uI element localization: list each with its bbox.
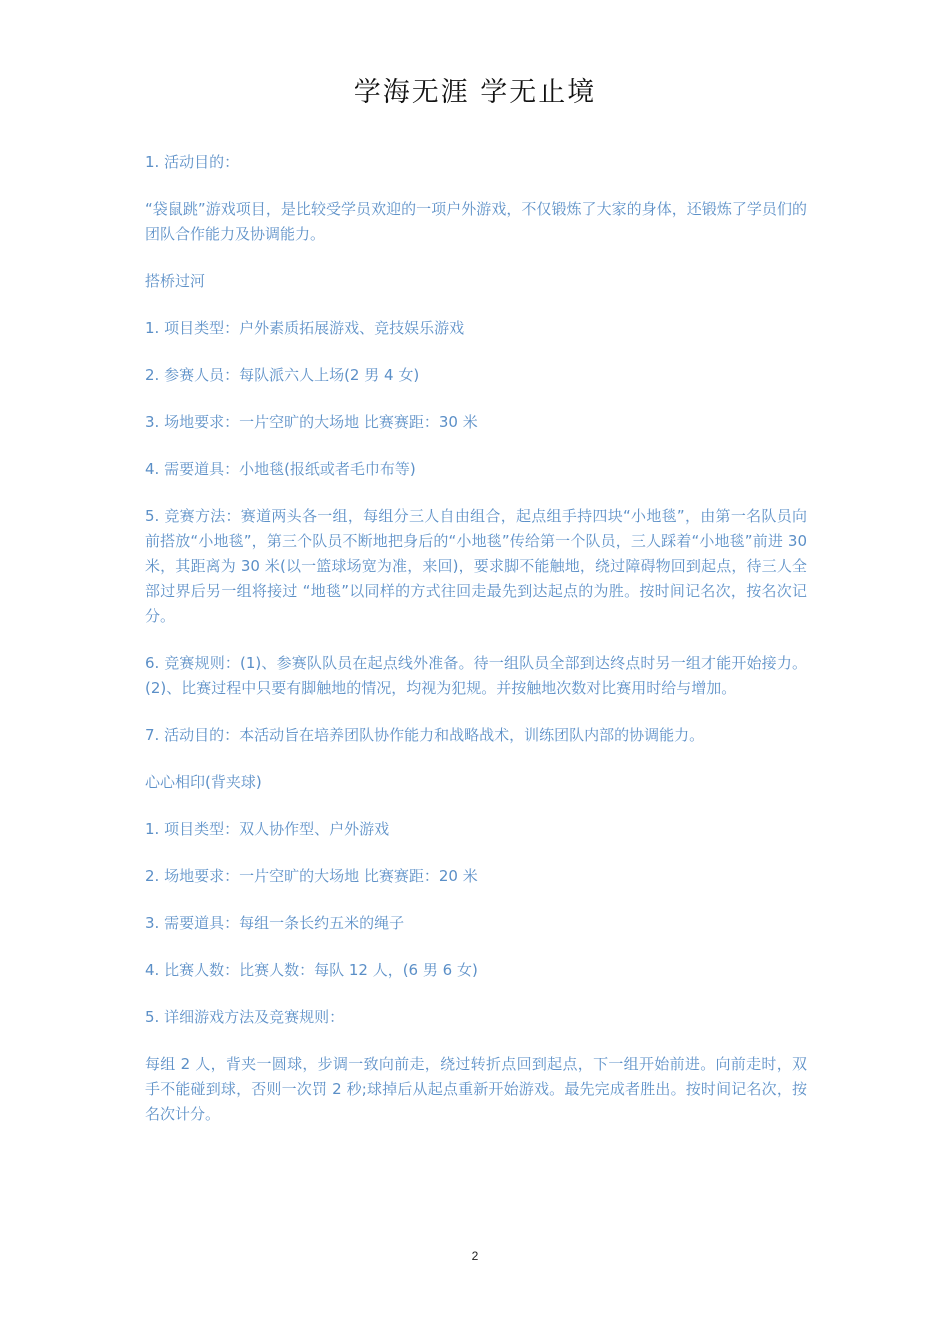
bridge-purpose: 7. 活动目的：本活动旨在培养团队协作能力和战略战术，训练团队内部的协调能力。 [145, 726, 705, 744]
section-heading-back-ball: 心心相印(背夹球) [145, 773, 262, 791]
page-title: 学海无涯 学无止境 [353, 77, 597, 108]
backball-rules-detail: 每组 2 人，背夹一圆球，步调一致向前走，绕过转折点回到起点，下一组开始前进。向前走时，双手不能碰到球，否则一次罚 2 秒;球掉后从起点重新开始游戏。最先完成者胜出。按时间记名次，按名次计分。 [145, 1055, 807, 1123]
bridge-item-type: 1. 项目类型：户外素质拓展游戏、竞技娱乐游戏 [145, 319, 465, 337]
bridge-rules: 6. 竞赛规则：(1)、参赛队队员在起点线外准备。待一组队员全部到达终点时另一组才能开始接力。(2)、比赛过程中只要有脚触地的情况，均视为犯规。并按触地次数对比赛用时给与增加。 [145, 654, 807, 697]
backball-venue: 2. 场地要求：一片空旷的大场地 比赛赛距：20 米 [145, 867, 478, 885]
paragraph-kangaroo-jump-intro: “袋鼠跳”游戏项目，是比较受学员欢迎的一项户外游戏，不仅锻炼了大家的身体，还锻炼了学员们的团队合作能力及协调能力。 [145, 200, 807, 243]
bridge-participants: 2. 参赛人员：每队派六人上场(2 男 4 女) [145, 366, 420, 384]
bridge-method: 5. 竞赛方法：赛道两头各一组，每组分三人自由组合，起点组手持四块“小地毯”，由第一名队员向前搭放“小地毯”，第三个队员不断地把身后的“小地毯”传给第一个队员，三人踩着“小地毯”前进 30 米，其距离为 30 米(以一篮球场宽为准，来回)，要求脚不能触地，绕过障碍物回到起点，待三人全部过界后另一组将接过 “地毯”以同样的方式往回走最先到达起点的为胜。按时间记名次，按名次记分。 [145, 507, 807, 625]
document-body [145, 150, 807, 1149]
bridge-props: 4. 需要道具：小地毯(报纸或者毛巾布等) [145, 460, 416, 478]
bridge-venue: 3. 场地要求：一片空旷的大场地 比赛赛距：30 米 [145, 413, 478, 431]
page-number: 2 [471, 1249, 479, 1263]
backball-participants: 4. 比赛人数：比赛人数：每队 12 人，(6 男 6 女) [145, 961, 478, 979]
backball-rules-heading: 5. 详细游戏方法及竞赛规则： [145, 1008, 345, 1026]
backball-props: 3. 需要道具：每组一条长约五米的绳子 [145, 914, 405, 932]
section-heading-activity-purpose: 1. 活动目的： [145, 153, 240, 171]
section-heading-bridge-crossing: 搭桥过河 [145, 272, 206, 290]
backball-item-type: 1. 项目类型：双人协作型、户外游戏 [145, 820, 390, 838]
